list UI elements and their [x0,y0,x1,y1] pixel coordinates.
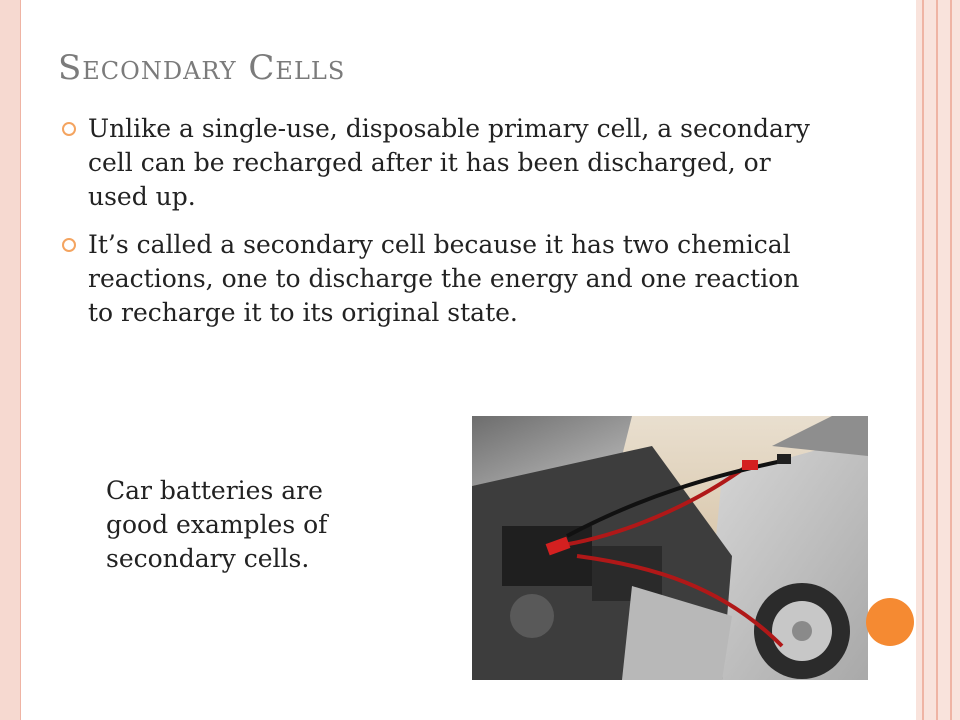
bullet-text: Unlike a single-use, disposable primary cell, a secondary cell can be recharged after it has been discharged, or used up. [88,114,810,211]
photo-caption: Car batteries are good examples of secondary cells. [106,476,328,573]
slide-title: Secondary Cells [58,48,346,88]
car-battery-photo [472,416,868,680]
ring-bullet-icon [62,122,76,136]
right-border-decoration [916,0,960,720]
bullet-text: It’s called a secondary cell because it has two chemical reactions, one to discharge the energy and one reaction to recharge it to its original state. [88,230,800,327]
bullet-list [60,112,820,344]
bullet-item [60,228,820,330]
accent-circle [866,598,914,646]
ring-bullet-icon [62,238,76,252]
left-border-decoration [0,0,21,720]
bullet-item [60,112,820,214]
